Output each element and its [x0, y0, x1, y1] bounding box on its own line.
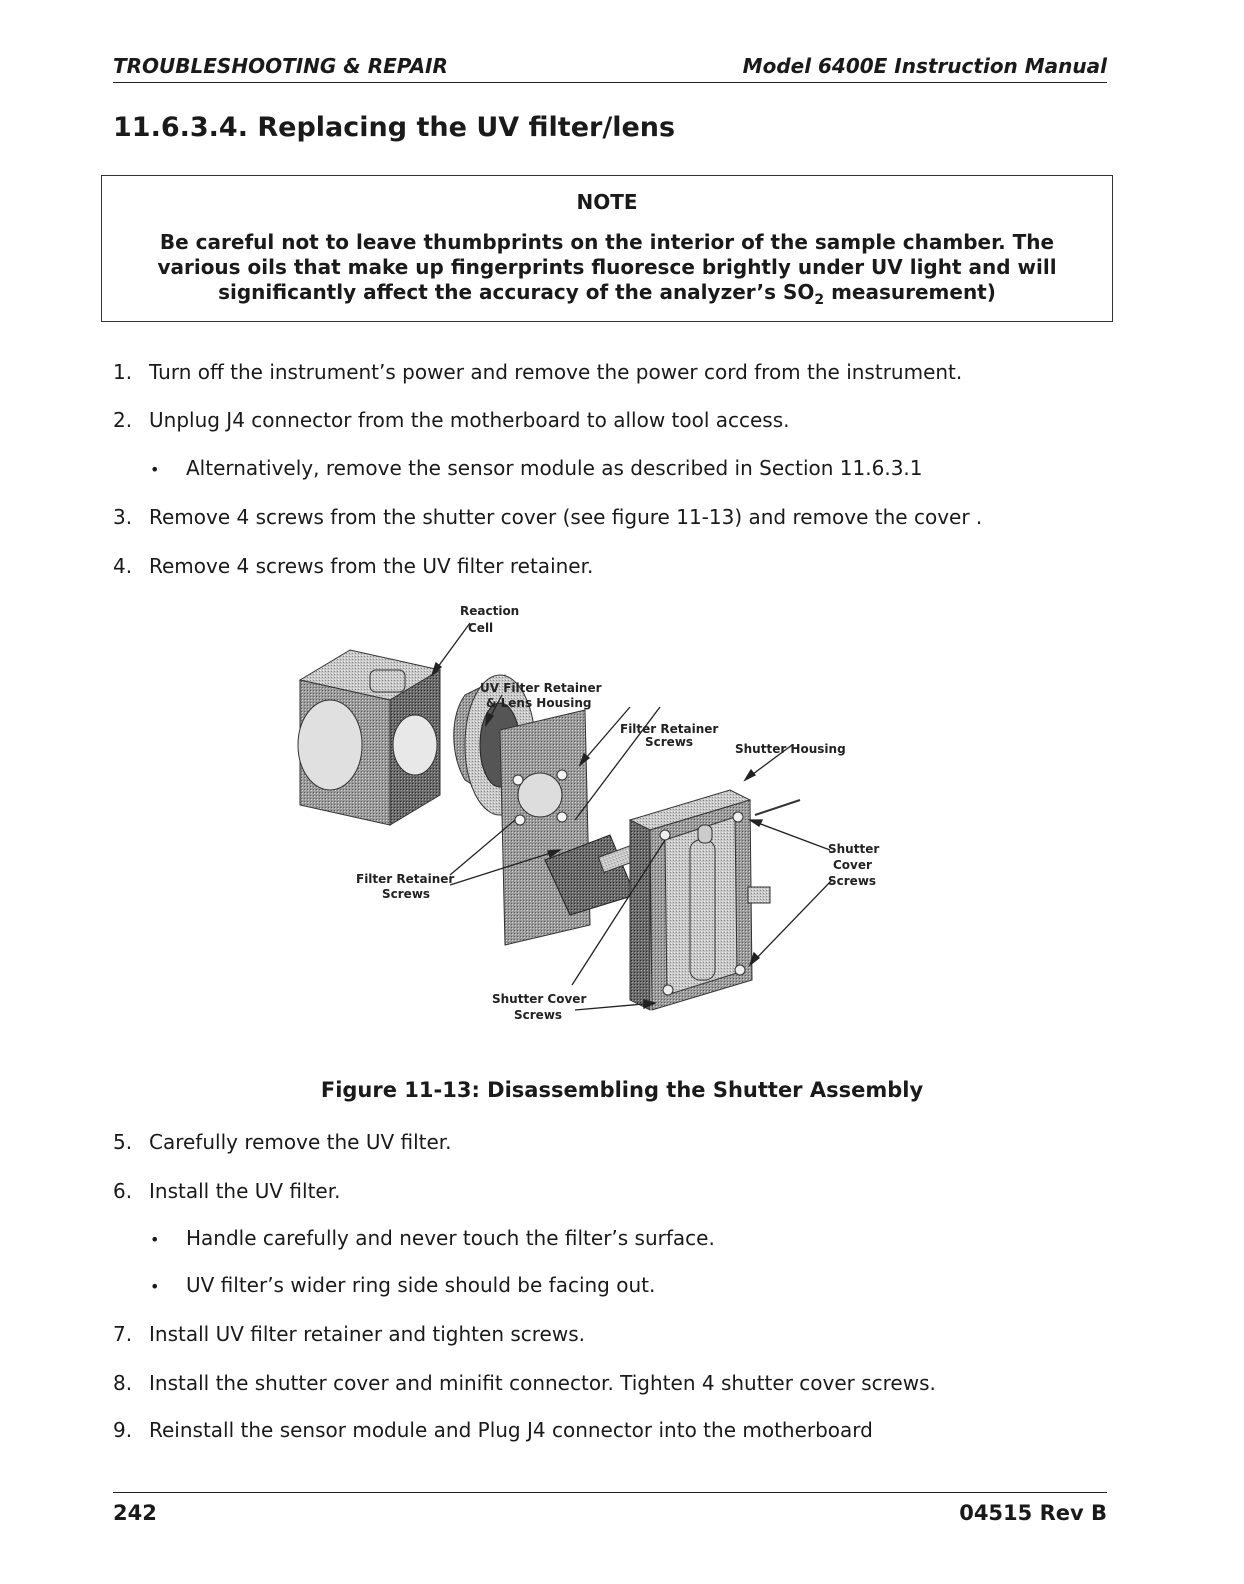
bullet-icon: •	[150, 460, 160, 479]
label-shutter-housing: Shutter Housing	[735, 742, 846, 756]
label-uv-retainer-line1: UV Filter Retainer	[480, 681, 602, 695]
step-text: Install the shutter cover and minifit connector. Tighten 4 shutter cover screws.	[149, 1371, 936, 1395]
label-reaction-cell-line2: Cell	[468, 621, 494, 635]
bullet-wider-ring	[150, 1273, 655, 1297]
step-number: 7.	[113, 1322, 133, 1346]
shutter-assembly-diagram	[290, 595, 930, 1035]
bullet-icon: •	[150, 1277, 160, 1296]
shutter-housing	[630, 790, 800, 1010]
label-shutter-cover-right-line2: Cover	[833, 858, 872, 872]
step-6	[113, 1179, 340, 1203]
page-header	[113, 54, 1107, 83]
step-1	[113, 360, 962, 384]
label-filter-screws-top-line2: Screws	[645, 735, 694, 749]
bullet-text: UV filter’s wider ring side should be facing out.	[186, 1273, 656, 1297]
step-number: 6.	[113, 1179, 133, 1203]
step-number: 1.	[113, 360, 133, 384]
note-box	[101, 175, 1113, 322]
step-text: Remove 4 screws from the UV filter retainer.	[149, 554, 594, 578]
step-7	[113, 1322, 585, 1346]
page-footer	[113, 1492, 1107, 1525]
step-text: Unplug J4 connector from the motherboard to allow tool access.	[149, 408, 790, 432]
document-revision: 04515 Rev B	[959, 1501, 1107, 1525]
step-number: 3.	[113, 505, 133, 529]
step-5	[113, 1130, 452, 1154]
label-filter-screws-top-line1: Filter Retainer	[620, 722, 719, 736]
label-shutter-cover-bottom-line1: Shutter Cover	[492, 992, 587, 1006]
figure-caption: Figure 11-13: Disassembling the Shutter Assembly	[320, 1078, 924, 1102]
step-3	[113, 505, 982, 529]
step-9	[113, 1418, 873, 1442]
reaction-cell	[298, 650, 440, 825]
bullet-icon: •	[150, 1230, 160, 1249]
label-shutter-cover-right-line1: Shutter	[828, 842, 880, 856]
step-text: Reinstall the sensor module and Plug J4 connector into the motherboard	[149, 1418, 873, 1442]
note-title: NOTE	[576, 190, 638, 214]
section-title: 11.6.3.4. Replacing the UV filter/lens	[113, 112, 676, 143]
page-number: 242	[113, 1501, 157, 1525]
label-shutter-cover-bottom-line2: Screws	[514, 1008, 563, 1022]
label-reaction-cell-line1: Reaction	[460, 604, 520, 618]
step-text: Turn off the instrument’s power and remove the power cord from the instrument.	[149, 360, 963, 384]
step-text: Remove 4 screws from the shutter cover (see figure 11-13) and remove the cover .	[149, 505, 983, 529]
shutter-assembly-figure	[290, 595, 930, 1035]
step-text: Install the UV filter.	[149, 1179, 341, 1203]
bullet-handle-carefully	[150, 1226, 715, 1250]
header-section-name: TROUBLESHOOTING & REPAIR	[113, 54, 448, 78]
bullet-text: Alternatively, remove the sensor module as described in Section 11.6.3.1	[186, 456, 923, 480]
note-text: Be careful not to leave thumbprints on the interior of the sample chamber. The various oils that make up fingerprints fluoresce brightly under UV light and will significantly affect the accuracy of the analyzer’s $SO_2$ measurement)	[157, 230, 1057, 308]
label-uv-retainer-line2: & Lens Housing	[486, 696, 592, 710]
label-shutter-cover-right-line3: Screws	[828, 874, 877, 888]
step-number: 9.	[113, 1418, 133, 1442]
step-8	[113, 1371, 936, 1395]
header-manual-title: Model 6400E Instruction Manual	[742, 54, 1107, 78]
step-number: 4.	[113, 554, 133, 578]
step-number: 8.	[113, 1371, 133, 1395]
label-filter-screws-left-line2: Screws	[382, 887, 431, 901]
bullet-text: Handle carefully and never touch the filter’s surface.	[186, 1226, 715, 1250]
step-number: 2.	[113, 408, 133, 432]
step-text: Carefully remove the UV filter.	[149, 1130, 452, 1154]
label-filter-screws-left-line1: Filter Retainer	[356, 872, 455, 886]
step-2	[113, 408, 790, 432]
bullet-alternative	[150, 456, 923, 480]
step-number: 5.	[113, 1130, 133, 1154]
step-4	[113, 554, 593, 578]
step-text: Install UV filter retainer and tighten screws.	[149, 1322, 585, 1346]
